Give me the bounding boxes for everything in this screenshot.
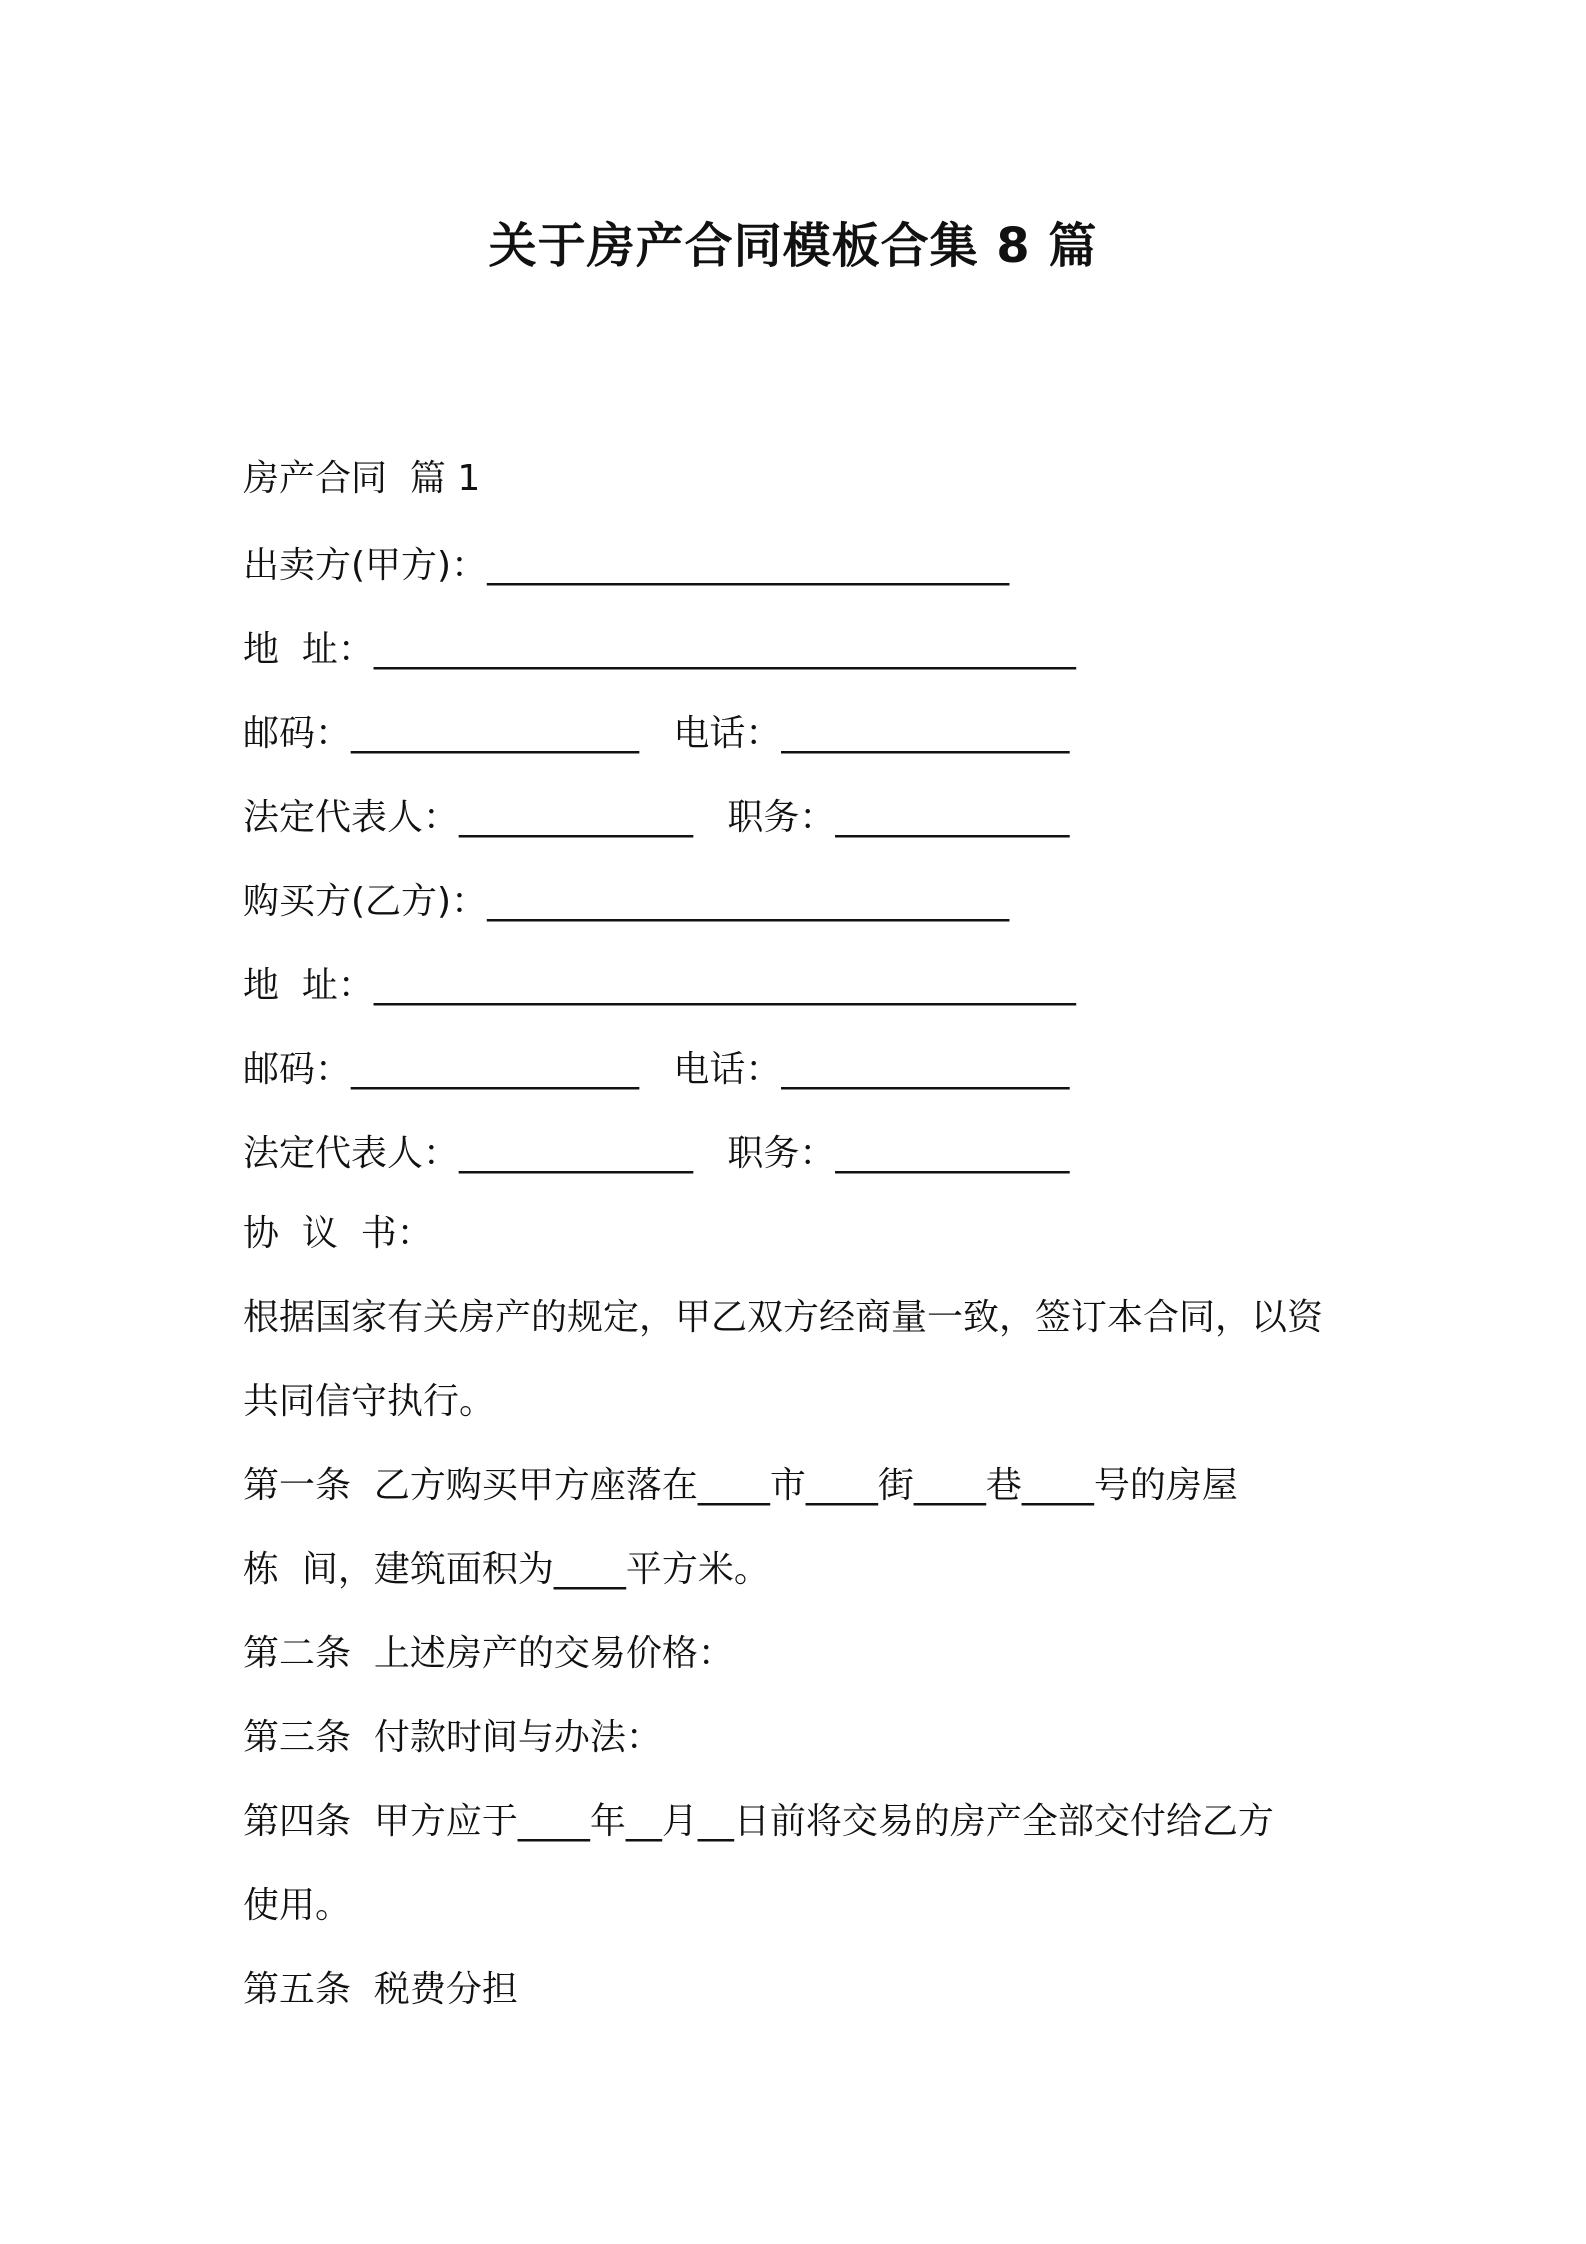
article-2: 第二条 上述房产的交易价格： bbox=[243, 1633, 734, 1674]
agreement-paragraph-line-1: 根据国家有关房产的规定，甲乙双方经商量一致，签订本合同，以资 bbox=[243, 1297, 1324, 1338]
seller-address-field: 地 址：_______________________________________ bbox=[243, 629, 1076, 670]
agreement-paragraph-line-2: 共同信守执行。 bbox=[243, 1381, 496, 1422]
seller-representative-field: 法定代表人：_____________ 职务：_____________ bbox=[243, 797, 1070, 838]
buyer-representative-field: 法定代表人：_____________ 职务：_____________ bbox=[243, 1133, 1070, 1174]
buyer-address-field: 地 址：_______________________________________ bbox=[243, 965, 1076, 1006]
document-title: 关于房产合同模板合集 8 篇 bbox=[488, 218, 1098, 274]
article-1-line-1: 第一条 乙方购买甲方座落在____市____街____巷____号的房屋 bbox=[243, 1465, 1238, 1506]
article-4-line-1: 第四条 甲方应于____年__月__日前将交易的房产全部交付给乙方 bbox=[243, 1801, 1274, 1842]
buyer-field: 购买方(乙方)：_____________________________ bbox=[243, 881, 1010, 922]
seller-field: 出卖方(甲方)：_____________________________ bbox=[243, 545, 1010, 586]
agreement-heading: 协 议 书： bbox=[243, 1213, 433, 1254]
article-3: 第三条 付款时间与办法： bbox=[243, 1717, 662, 1758]
article-4-line-2: 使用。 bbox=[243, 1885, 352, 1926]
section-heading: 房产合同 篇 1 bbox=[243, 458, 481, 499]
seller-postcode-phone-field: 邮码：________________ 电话：________________ bbox=[243, 713, 1070, 754]
buyer-postcode-phone-field: 邮码：________________ 电话：________________ bbox=[243, 1049, 1070, 1090]
article-1-line-2: 栋 间，建筑面积为____平方米。 bbox=[243, 1549, 770, 1590]
article-5: 第五条 税费分担 bbox=[243, 1969, 518, 2010]
